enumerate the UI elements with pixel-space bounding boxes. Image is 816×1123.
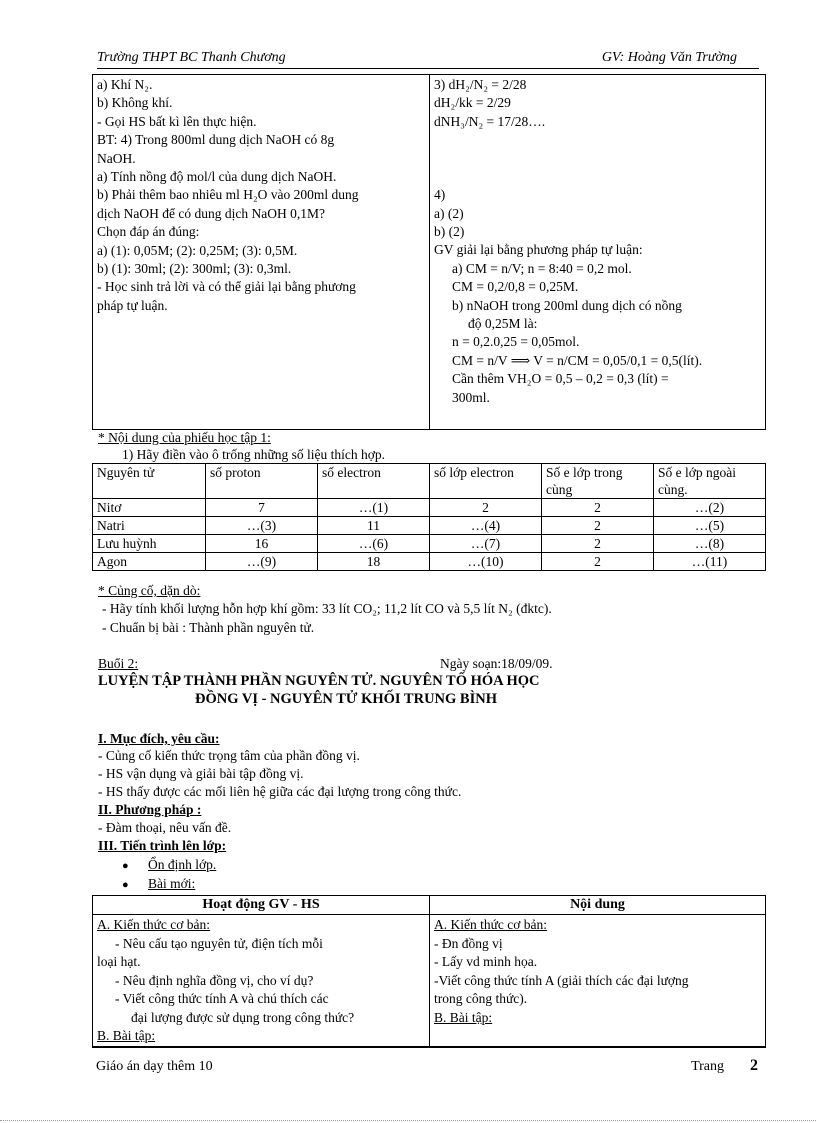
right-line: CM = n/V ⟹ V = n/CM = 0,05/0,1 = 0,5(lít). (452, 352, 703, 368)
right-line: độ 0,25M là: (468, 316, 538, 332)
process-bullet (98, 876, 195, 892)
left-line: Chọn đáp án đúng: (97, 224, 200, 240)
process-bullet (98, 857, 216, 873)
right-line: b) (2) (434, 224, 465, 240)
right-line: 4) (434, 187, 446, 203)
left-footer: B. Bài tập: (97, 1028, 156, 1043)
goal-item: - Củng cố kiến thức trọng tâm của phần đồng vị. (98, 748, 360, 763)
col-header: Số e lớp ngoài cùng. (654, 464, 766, 499)
page-number: 2 (750, 1057, 758, 1074)
right-line: a) (2) (434, 205, 464, 221)
table-cell: 2 (542, 553, 654, 571)
prep-date: Ngày soạn:18/09/09. (440, 656, 553, 671)
table-cell: …(2) (654, 499, 766, 517)
table-cell: …(1) (318, 499, 430, 517)
footer-title: Giáo án dạy thêm 10 (96, 1059, 213, 1074)
col-header: Số e lớp trong cùng (542, 464, 654, 499)
table-cell: …(3) (206, 517, 318, 535)
col-header: Nguyên tử (93, 464, 206, 499)
page-footer (92, 1046, 766, 1087)
table-cell: …(4) (430, 517, 542, 535)
left-item: đại lượng được sử dụng trong công thức? (131, 1009, 355, 1025)
right-item: - Lấy vd minh họa. (434, 954, 538, 969)
table-cell: …(9) (206, 553, 318, 571)
atom-table (92, 463, 766, 571)
table-cell: 2 (430, 499, 542, 517)
table-row (93, 535, 766, 553)
left-line: pháp tự luận. (97, 297, 168, 313)
left-line: b) Không khí. (97, 95, 173, 111)
table-cell: 2 (542, 499, 654, 517)
col-header: số electron (318, 464, 430, 499)
section-method-heading: II. Phương pháp : (98, 802, 202, 817)
table-cell: Nitơ (93, 499, 206, 517)
page-header (97, 50, 759, 69)
left-line: NaOH. (97, 150, 136, 166)
left-line: - Học sinh trả lời và có thể giải lại bằng phương (97, 279, 356, 295)
session-label: Buổi 2: (98, 656, 139, 671)
school-name: Trường THPT BC Thanh Chương (97, 50, 286, 65)
table-cell: 18 (318, 553, 430, 571)
left-item: - Viết công thức tính A và chú thích các (115, 991, 329, 1006)
left-line: a) Tính nồng độ mol/l của dung dịch NaOH. (97, 169, 337, 185)
table-cell: Natri (93, 517, 206, 535)
consolidation-item: - Chuẩn bị bài : Thành phần nguyên tử. (102, 620, 315, 635)
consolidation-item: - Hãy tính khối lượng hỗn hợp khí gồm: 33 lít CO₂; 11,2 lít CO và 5,5 lít N₂ (đktc). (102, 601, 552, 616)
footer-trang: Trang (691, 1059, 724, 1074)
worksheet-heading-text: * Nội dung của phiếu học tập 1: (98, 430, 271, 445)
spacer (434, 131, 761, 186)
left-line: BT: 4) Trong 800ml dung dịch NaOH có 8g (97, 132, 335, 148)
exercise-table (92, 74, 766, 430)
right-item: -Viết công thức tính A (giải thích các đại lượng (434, 972, 689, 988)
goal-item: - HS thấy được các mối liên hệ giữa các đại lượng trong công thức. (98, 784, 462, 799)
table-cell: Lưu huỳnh (93, 535, 206, 553)
right-line: n = 0,2.0,25 = 0,05mol. (452, 334, 580, 350)
page-bottom-edge (0, 1120, 816, 1121)
table-cell: 16 (206, 535, 318, 553)
table-cell: …(10) (430, 553, 542, 571)
col-header: Hoạt động GV - HS (93, 896, 430, 915)
right-line: CM = 0,2/0,8 = 0,25M. (452, 279, 579, 295)
teacher-name: GV: Hoàng Văn Trường (601, 50, 737, 65)
right-line: 3) dH₂/N₂ = 2/28 (434, 77, 527, 92)
table-cell: 2 (542, 517, 654, 535)
table-header-row (93, 896, 766, 915)
right-line: GV giải lại bằng phương pháp tự luận: (434, 242, 643, 258)
activity-table (92, 895, 766, 1048)
right-line: Cần thêm VH₂O = 0,5 – 0,2 = 0,3 (lít) = (452, 371, 669, 387)
consolidation-heading (98, 583, 200, 599)
table-cell: …(5) (654, 517, 766, 535)
left-line: b) Phải thêm bao nhiêu ml H₂O vào 200ml dung (97, 187, 359, 203)
right-item: trong công thức). (434, 991, 528, 1006)
table-cell: Agon (93, 553, 206, 571)
right-line: a) CM = n/V; n = 8:40 = 0,2 mol. (452, 260, 632, 276)
table-cell: 7 (206, 499, 318, 517)
table-row (93, 517, 766, 535)
left-item: loại hạt. (97, 954, 141, 969)
section-process-heading: III. Tiến trình lên lớp: (98, 838, 227, 853)
table-cell: …(7) (430, 535, 542, 553)
table-cell: …(6) (318, 535, 430, 553)
table-row (93, 553, 766, 571)
left-heading: A. Kiến thức cơ bản: (97, 917, 211, 932)
right-line: dNH₃/N₂ = 17/28…. (434, 113, 546, 129)
left-item: - Nêu định nghĩa đồng vị, cho ví dụ? (115, 972, 314, 988)
table-row (93, 915, 766, 1048)
goal-item: - HS vận dụng và giải bài tập đồng vị. (98, 766, 304, 781)
left-line: dịch NaOH để có dung dịch NaOH 0,1M? (97, 205, 325, 221)
worksheet-instruction: 1) Hãy điền vào ô trống những số liệu thích hợp. (122, 447, 386, 462)
right-line: dH₂/kk = 2/29 (434, 95, 511, 111)
method-item: - Đàm thoại, nêu vấn đề. (98, 820, 232, 835)
worksheet-heading (98, 430, 271, 446)
exercise-left-cell (93, 75, 430, 430)
left-line: a) (1): 0,05M; (2): 0,25M; (3): 0,5M. (97, 242, 298, 258)
col-header: số proton (206, 464, 318, 499)
section-goals-heading: I. Mục đích, yêu cầu: (98, 731, 220, 746)
consolidation-heading-text: * Củng cố, dặn dò: (98, 583, 201, 598)
table-cell: …(11) (654, 553, 766, 571)
right-line: b) nNaOH trong 200ml dung dịch có nồng (452, 297, 682, 313)
table-row (93, 499, 766, 517)
lesson-title: LUYỆN TẬP THÀNH PHẦN NGUYÊN TỬ. NGUYÊN TỐ HÓA HỌC (98, 673, 540, 689)
col-header: số lớp electron (430, 464, 542, 499)
left-item: - Nêu cấu tạo nguyên tử, điện tích mỗi (115, 935, 323, 951)
right-heading: A. Kiến thức cơ bản: (434, 917, 548, 932)
left-line: b) (1): 30ml; (2): 300ml; (3): 0,3ml. (97, 261, 292, 277)
table-header-row (93, 464, 766, 499)
bullet-text: Bài mới: (148, 876, 196, 891)
exercise-right-cell (430, 75, 766, 430)
table-cell: 11 (318, 517, 430, 535)
table-cell: …(8) (654, 535, 766, 553)
col-header: Nội dung (430, 896, 766, 915)
left-line: a) Khí N₂. (97, 77, 153, 92)
left-line: - Gọi HS bất kì lên thực hiện. (97, 113, 257, 129)
bullet-text: Ổn định lớp. (148, 857, 217, 872)
activity-right-cell (430, 915, 766, 1048)
activity-left-cell (93, 915, 430, 1048)
right-line: 300ml. (452, 389, 490, 405)
right-item: - Đn đồng vị (434, 935, 503, 951)
right-footer: B. Bài tập: (434, 1009, 493, 1025)
table-cell: 2 (542, 535, 654, 553)
lesson-subtitle: ĐỒNG VỊ - NGUYÊN TỬ KHỐI TRUNG BÌNH (195, 691, 497, 707)
